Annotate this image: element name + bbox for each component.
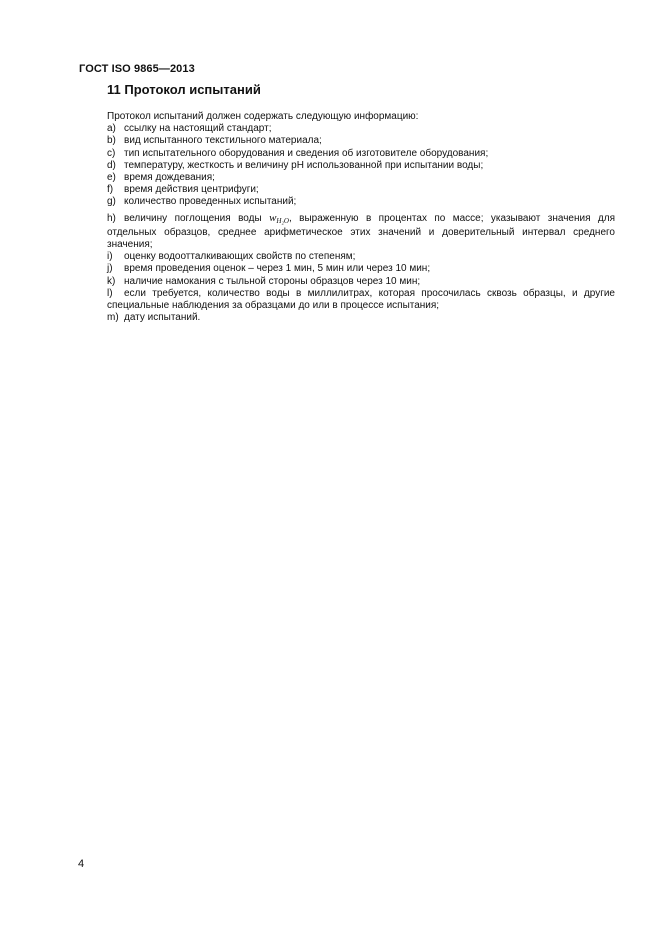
list-marker: b) [107,135,116,147]
list-marker: e) [107,172,116,184]
list-item-text: дату испытаний. [124,312,201,324]
list-item-text: время проведения оценок – через 1 мин, 5 мин или через 10 мин; [124,263,431,275]
intro-paragraph: Протокол испытаний должен содержать следующую информацию: [107,111,419,122]
list-marker: c) [107,147,116,159]
list-item-h [79,212,615,252]
list-marker: l) [107,287,113,299]
list-item-d [79,160,615,172]
list-marker: f) [107,184,114,196]
list-item-k [79,276,615,288]
list-item-i [79,251,615,263]
list-item-text-before: величину поглощения воды [124,212,262,224]
formula-subscript: H₂O [276,216,289,225]
list-item-m [79,312,615,324]
section-title: 11 Протокол испытаний [107,82,261,97]
list-item-text: температуру, жесткость и величину pH использованной при испытании воды; [124,159,484,171]
list-item-text: время действия центрифуги; [124,184,259,196]
list-item-text: если требуется, количество воды в миллилитрах, которая просочилась сквозь образцы, и другие специальные наблюдения за образцами до или в процессе испытания; [107,287,615,312]
list-marker: h) [107,212,116,224]
section-body [79,111,615,324]
document-code-header: ГОСТ ISO 9865—2013 [79,63,195,75]
list-item-text: оценку водоотталкивающих свойств по степеням; [124,251,356,263]
list-item-text: наличие намокания с тыльной стороны образцов через 10 мин; [124,275,421,287]
list-item-l [79,288,615,312]
list-item-j [79,263,615,275]
list-marker: k) [107,275,116,287]
list-item-text: вид испытанного текстильного материала; [124,135,322,147]
list-marker: a) [107,123,116,135]
page-number: 4 [78,858,85,870]
list-item-b [79,135,615,147]
list-marker: j) [107,263,113,275]
list-marker: g) [107,196,116,208]
list-item-text: количество проведенных испытаний; [124,196,297,208]
list-item-a [79,123,615,135]
list-item-text-after: , выраженную в процентах по массе; указывают значения для отдельных образцов, среднее арифметическое этих значений и доверительный интервал среднего значения; [107,212,615,251]
list-marker: d) [107,159,116,171]
list-item-text: ссылку на настоящий стандарт; [124,123,272,135]
list-item-text: тип испытательного оборудования и сведения об изготовителе оборудования; [124,147,489,159]
list-item-c [79,148,615,160]
list-marker: m) [107,312,119,324]
water-absorption-formula [269,212,289,224]
list-item-e [79,172,615,184]
list-item-text: время дождевания; [124,172,215,184]
formula-main: w [269,211,277,224]
list-item-g [79,196,615,208]
list-marker: i) [107,251,113,263]
list-item-f [79,184,615,196]
